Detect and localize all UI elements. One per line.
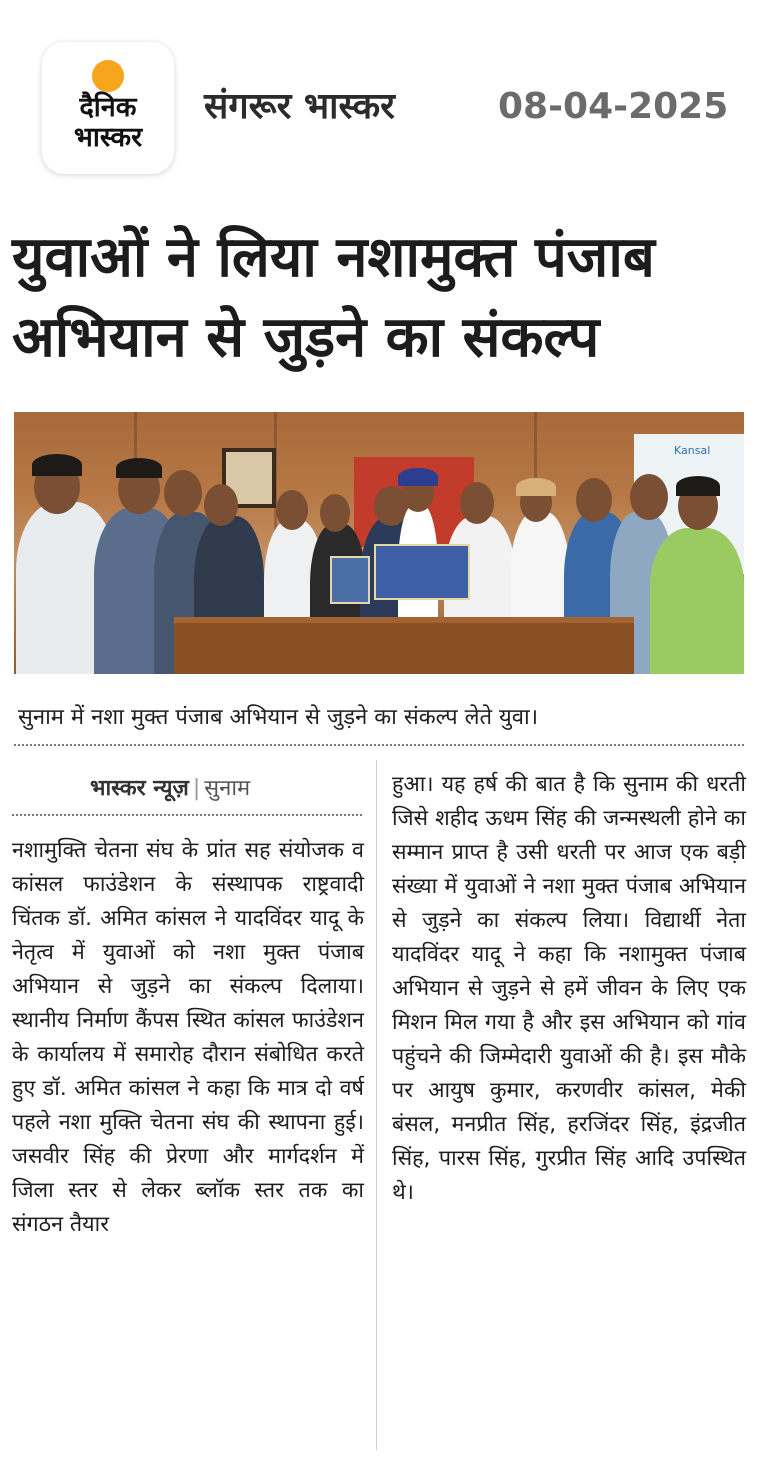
article-body-column-2: हुआ। यह हर्ष की बात है कि सुनाम की धरती जिसे शहीद ऊधम सिंह की जन्मस्थली होने का सम्मान प्राप्त है उसी धरती पर आज एक बड़ी संख्या में युवाओं ने नशा मुक्त पंजाब अभियान से जुड़ने का संकल्प लिया। विद्यार्थी नेता यादविंदर यादू ने कहा कि नशामुक्त पंजाब अभियान से जुड़ने से हमें जीवन के लिए एक मिशन मिल गया है और इस अभियान को गांव पहुंचने की जिम्मेदारी युवाओं की है। इस मौके पर आयुष कुमार, करणवीर कांसल, मेकी बंसल, मनप्रीत सिंह, हरजिंदर सिंह, इंद्रजीत सिंह, पारस सिंह, गुरप्रीत सिंह आदि उपस्थित थे। (392, 772, 746, 1205)
dainik-bhaskar-logo (42, 42, 174, 174)
banner-text: Kansal (674, 444, 711, 457)
logo-text-line2: भास्कर (73, 122, 143, 153)
article-body-column-1: नशामुक्ति चेतना संघ के प्रांत सह संयोजक व कांसल फाउंडेशन के संस्थापक राष्ट्रवादी चिंतक डॉ. अमित कांसल ने यादविंदर यादू के नेतृत्व में युवाओं को नशा मुक्त पंजाब अभियान से जुड़ने का संकल्प दिलाया। स्थानीय निर्माण कैंपस स्थित कांसल फाउंडेशन के कार्यालय में समारोह दौरान संबोधित करते हुए डॉ. अमित कांसल ने कहा कि मात्र दो वर्ष पहले नशा मुक्ति चेतना संघ की स्थापना हुई। जसवीर सिंह की प्रेरणा और मार्गदर्शन में जिला स्तर से लेकर ब्लॉक स्तर तक का संगठन तैयार (12, 838, 364, 1237)
byline-divider (12, 814, 362, 816)
caption-divider (14, 744, 744, 746)
publication-date: 08-04-2025 (498, 86, 729, 127)
byline-place: सुनाम (204, 776, 251, 801)
byline-source: भास्कर न्यूज़ (90, 776, 189, 801)
byline (90, 772, 250, 806)
article-headline: युवाओं ने लिया नशामुक्त पंजाब अभियान से जुड़ने का संकल्प (12, 225, 655, 370)
logo-text-line1: दैनिक (79, 92, 137, 123)
sun-icon (92, 60, 124, 92)
masthead (0, 0, 758, 200)
conference-table (174, 617, 634, 674)
byline-separator: | (192, 776, 201, 801)
group-photo (14, 412, 744, 674)
campaign-sign (374, 544, 470, 600)
framed-picture (330, 556, 370, 604)
column-rule (376, 760, 377, 1450)
photo-caption: सुनाम में नशा मुक्त पंजाब अभियान से जुड़ने का संकल्प लेते युवा। (18, 705, 539, 730)
edition-name: संगरूर भास्कर (204, 86, 395, 127)
